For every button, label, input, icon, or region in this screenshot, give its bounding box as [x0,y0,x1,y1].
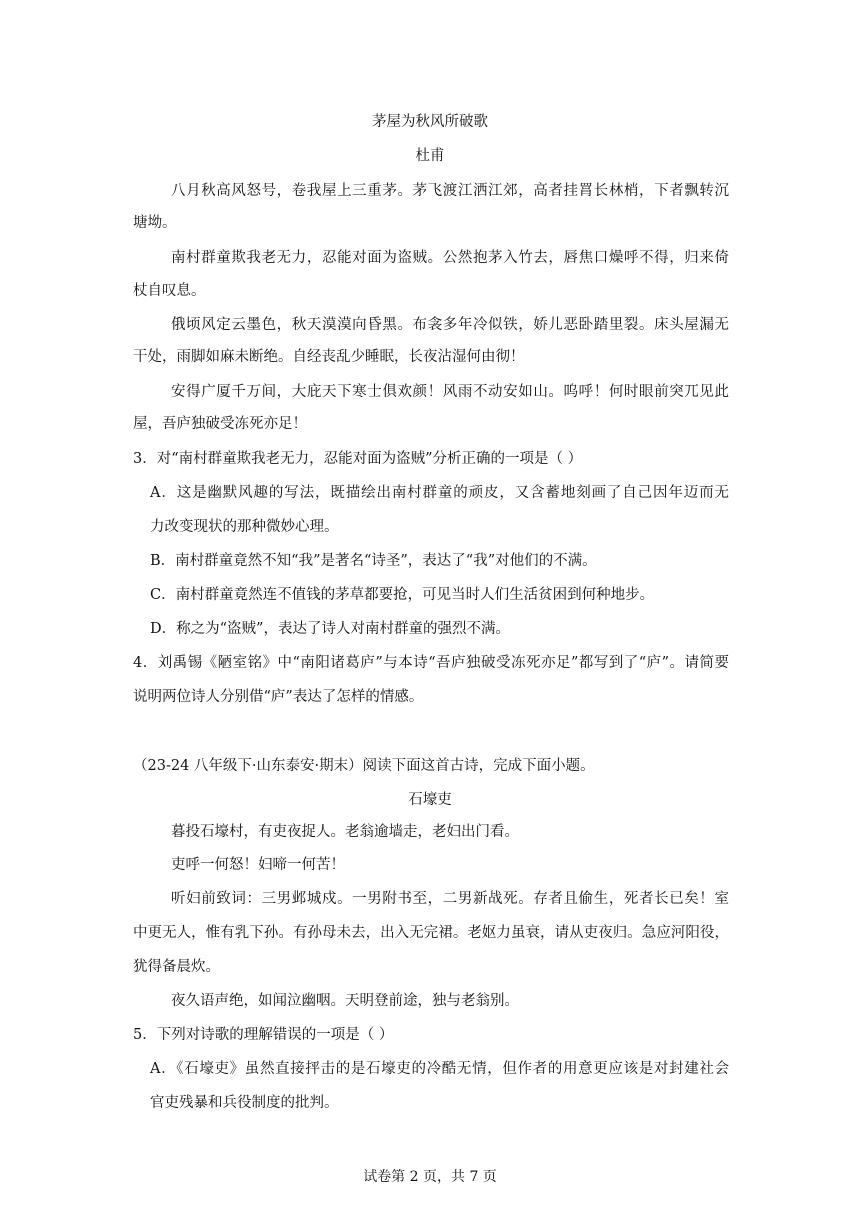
poem-line: 俄顷风定云墨色，秋天漠漠向昏黑。布衾多年冷似铁，娇儿恶卧踏里裂。床头屋漏无 [171,317,729,333]
poem-line: 屋，吾庐独破受冻死亦足！ [133,416,307,432]
question-3-option-b: B．南村群童竟然不知“我”是著名“诗圣”，表达了“我”对他们的不满。 [150,553,597,569]
question-5-stem: 5．下列对诗歌的理解错误的一项是（ ） [133,1027,394,1043]
question-3-option-c: C．南村群童竟然连不值钱的茅草都要抢，可见当时人们生活贫困到何种地步。 [150,587,655,603]
poem-title: 茅屋为秋风所破歌 [372,114,488,130]
page-footer: 试卷第 2 页，共 7 页 [363,1169,497,1185]
question-3-option-a: A．这是幽默风趣的写法，既描绘出南村群童的顽皮，又含蓄地刻画了自己因年迈而无 [150,485,729,501]
poem-line: 干处，雨脚如麻未断绝。自经丧乱少睡眠，长夜沾湿何由彻！ [133,349,525,365]
poem-2-line: 犹得备晨炊。 [133,959,220,975]
poem-2-line: 暮投石壕村，有吏夜捉人。老翁逾墙走，老妇出门看。 [171,824,519,840]
question-5-option-a: A．《石壕吏》虽然直接抨击的是石壕吏的冷酷无情，但作者的用意更应该是对封建社会 [150,1061,729,1077]
question-3-stem: 3．对“南村群童欺我老无力，忍能对面为盗贼”分析正确的一项是（ ） [133,451,583,467]
poem-2-line: 听妇前致词：三男邺城戍。一男附书至，二男新战死。存者且偷生，死者长已矣！室 [171,891,729,907]
poem-line: 安得广厦千万间，大庇天下寒士俱欢颜！风雨不动安如山。呜呼！何时眼前突兀见此 [171,384,729,400]
poem-line: 杖自叹息。 [133,283,206,299]
reading-intro: （23-24 八年级下·山东泰安·期末）阅读下面这首古诗，完成下面小题。 [133,758,595,774]
question-3-option-d: D．称之为“盗贼”，表达了诗人对南村群童的强烈不满。 [150,621,510,637]
poem-author: 杜甫 [415,148,445,164]
question-3-option-a-cont: 力改变现状的那种微妙心理。 [150,519,339,535]
poem-line: 南村群童欺我老无力，忍能对面为盗贼。公然抱茅入竹去，唇焦口燥呼不得，归来倚 [171,250,729,266]
poem-2-line: 吏呼一何怒！妇啼一何苦！ [171,857,345,873]
poem-2-line: 夜久语声绝，如闻泣幽咽。天明登前途，独与老翁别。 [171,993,519,1009]
question-5-option-a-cont: 官吏残暴和兵役制度的批判。 [150,1095,339,1111]
poem-line: 八月秋高风怒号，卷我屋上三重茅。茅飞渡江洒江郊，高者挂罥长林梢，下者飘转沉 [171,183,729,199]
poem-2-title: 石壕吏 [408,792,452,808]
question-4-stem-cont: 说明两位诗人分别借“庐”表达了怎样的情感。 [133,689,424,705]
question-4-stem: 4．刘禹锡《陋室铭》中“南阳诸葛庐”与本诗“吾庐独破受冻死亦足”都写到了“庐”。请简要 [133,655,729,671]
poem-line: 塘坳。 [133,215,177,231]
poem-2-line: 中更无人，惟有乳下孙。有孙母未去，出入无完裙。老妪力虽衰，请从吏夜归。急应河阳役， [133,925,729,941]
